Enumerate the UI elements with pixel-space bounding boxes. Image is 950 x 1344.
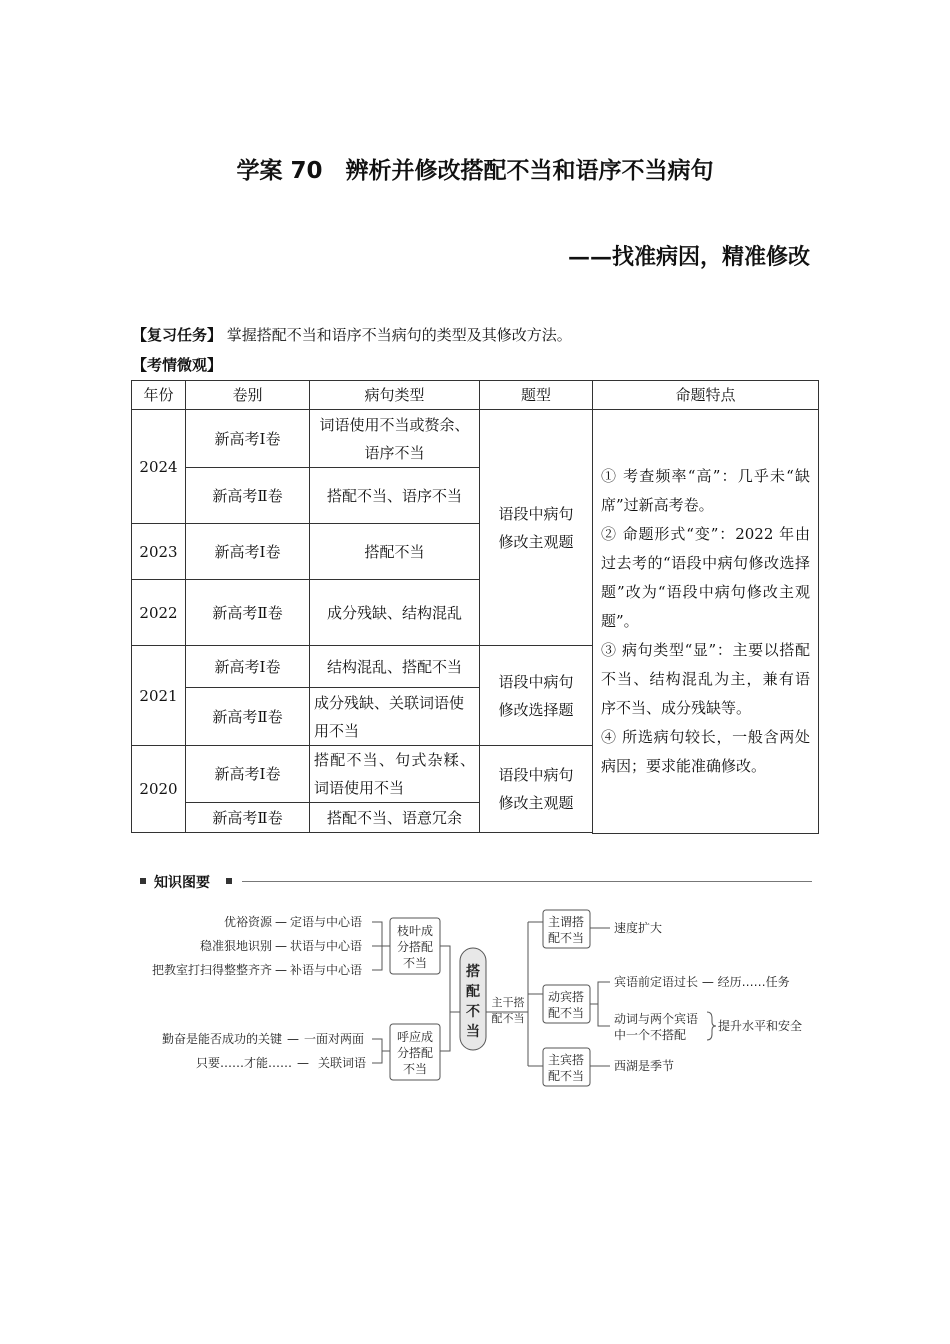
features-cell bbox=[593, 410, 819, 834]
review-task-text: 掌握搭配不当和语序不当病句的类型及其修改方法。 bbox=[226, 326, 572, 344]
mind-map-example: 把教室打扫得整整齐齐 bbox=[151, 963, 272, 977]
type-cell: 词语使用不当或赘余、语序不当 bbox=[310, 410, 480, 468]
mind-map-example: 只要……才能…… bbox=[195, 1056, 292, 1070]
paper-cell: 新高考Ⅱ卷 bbox=[186, 580, 310, 646]
type-cell: 成分残缺、结构混乱 bbox=[310, 580, 480, 646]
review-task bbox=[132, 324, 572, 345]
mind-map-box-label: 枝叶成分搭配不当 bbox=[396, 924, 434, 970]
mind-map-box-label: 主谓搭配不当 bbox=[547, 915, 585, 945]
exam-table bbox=[131, 380, 819, 834]
mind-map-dash: — bbox=[275, 963, 287, 977]
feature-item: ③ 病句类型“显”：主要以搭配不当、结构混乱为主，兼有语序不当、成分残缺等。 bbox=[601, 640, 810, 717]
mind-map-leaf: 速度扩大 bbox=[614, 921, 663, 935]
exam-overview-heading: 【考情微观】 bbox=[132, 356, 223, 374]
format-cell: 语段中病句修改主观题 bbox=[480, 746, 593, 833]
mind-map-box-label: 主宾搭配不当 bbox=[547, 1053, 585, 1083]
page-subtitle: ——找准病因，精准修改 bbox=[567, 244, 810, 270]
section-divider bbox=[242, 881, 812, 882]
type-cell: 搭配不当、语序不当 bbox=[310, 468, 480, 524]
square-bullet-icon bbox=[226, 878, 232, 884]
mind-map-dash: — bbox=[275, 939, 287, 953]
feature-item: ② 命题形式“变”：2022 年由过去考的“语段中病句修改选择题”改为“语段中病句修改主观题”。 bbox=[601, 524, 810, 630]
type-cell: 搭配不当、句式杂糅、词语使用不当 bbox=[310, 746, 480, 803]
table-header-row bbox=[132, 381, 819, 410]
section-heading bbox=[140, 872, 812, 892]
header-paper: 卷别 bbox=[186, 381, 310, 410]
type-cell: 搭配不当 bbox=[310, 524, 480, 580]
header-type: 病句类型 bbox=[310, 381, 480, 410]
type-cell: 结构混乱、搭配不当 bbox=[310, 646, 480, 688]
section-heading-label: 知识图要 bbox=[154, 875, 210, 891]
year-cell: 2024 bbox=[132, 410, 186, 524]
header-year: 年份 bbox=[132, 381, 186, 410]
year-cell: 2020 bbox=[132, 746, 186, 833]
page-title: 学案 70 辨析并修改搭配不当和语序不当病句 bbox=[236, 158, 714, 184]
paper-cell: 新高考Ⅰ卷 bbox=[186, 410, 310, 468]
mind-map-leaf: 西湖是季节 bbox=[614, 1059, 675, 1073]
mind-map-relation: 一面对两面 bbox=[304, 1032, 365, 1046]
mind-map-example: 稳准狠地识别 bbox=[199, 939, 272, 953]
mind-map-leaf: 宾语前定语过长 — 经历……任务 bbox=[614, 975, 790, 989]
review-task-label: 【复习任务】 bbox=[132, 326, 223, 344]
mind-map-trunk-label: 主干搭配不当 bbox=[491, 996, 525, 1025]
format-cell: 语段中病句修改选择题 bbox=[480, 646, 593, 746]
mind-map-dash: — bbox=[297, 1056, 309, 1070]
header-format: 题型 bbox=[480, 381, 593, 410]
year-cell: 2021 bbox=[132, 646, 186, 746]
mind-map-leaf: 提升水平和安全 bbox=[718, 1019, 803, 1033]
paper-cell: 新高考Ⅱ卷 bbox=[186, 468, 310, 524]
mind-map-leaf: 动词与两个宾语中一个不搭配 bbox=[614, 1012, 699, 1042]
mind-map-dash: — bbox=[275, 915, 287, 929]
mind-map-example: 勤奋是能否成功的关键 bbox=[161, 1032, 282, 1046]
type-cell: 搭配不当、语意冗余 bbox=[310, 803, 480, 833]
mind-map-relation: 状语与中心语 bbox=[290, 939, 363, 953]
mind-map-relation: 关联词语 bbox=[318, 1056, 367, 1070]
mind-map-center: 搭配不当 bbox=[466, 964, 480, 1040]
year-cell: 2023 bbox=[132, 524, 186, 580]
mind-map bbox=[0, 900, 950, 1100]
paper-cell: 新高考Ⅰ卷 bbox=[186, 746, 310, 803]
header-features: 命题特点 bbox=[593, 381, 819, 410]
paper-cell: 新高考Ⅱ卷 bbox=[186, 803, 310, 833]
mind-map-relation: 补语与中心语 bbox=[290, 963, 363, 977]
feature-item: ① 考查频率“高”：几乎未“缺席”过新高考卷。 bbox=[601, 466, 810, 514]
mind-map-example: 优裕资源 bbox=[223, 915, 272, 929]
year-cell: 2022 bbox=[132, 580, 186, 646]
paper-cell: 新高考Ⅰ卷 bbox=[186, 646, 310, 688]
table-row bbox=[132, 410, 819, 468]
feature-item: ④ 所选病句较长，一般含两处病因；要求能准确修改。 bbox=[601, 727, 810, 775]
format-cell: 语段中病句修改主观题 bbox=[480, 410, 593, 646]
mind-map-box-label: 呼应成分搭配不当 bbox=[396, 1030, 434, 1076]
mind-map-relation: 定语与中心语 bbox=[290, 915, 363, 929]
mind-map-dash: — bbox=[287, 1032, 299, 1046]
paper-cell: 新高考Ⅱ卷 bbox=[186, 688, 310, 746]
mind-map-box-label: 动宾搭配不当 bbox=[547, 990, 585, 1020]
paper-cell: 新高考Ⅰ卷 bbox=[186, 524, 310, 580]
type-cell: 成分残缺、关联词语使用不当 bbox=[310, 688, 480, 746]
square-bullet-icon bbox=[140, 878, 146, 884]
